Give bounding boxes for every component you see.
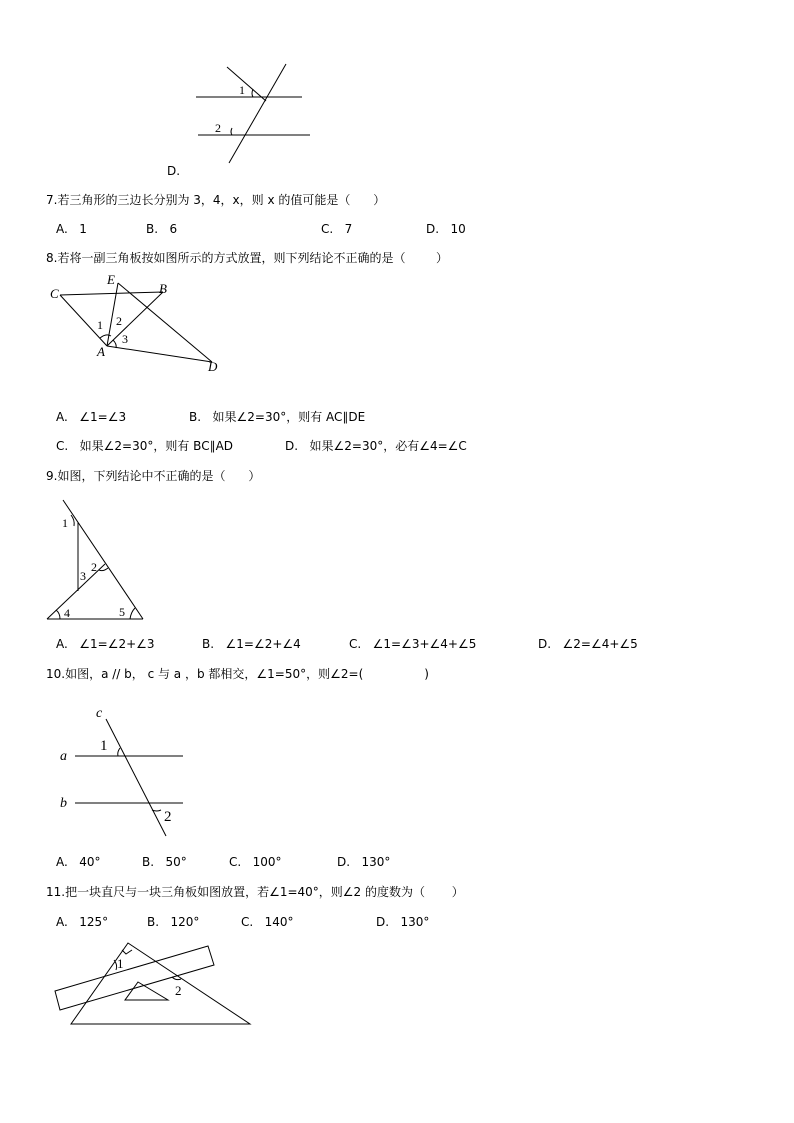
q11-stem: 11.把一块直尺与一块三角板如图放置，若∠1=40°，则∠2 的度数为（ ） (46, 885, 464, 899)
q9-angle-3-label: 3 (80, 569, 86, 583)
q8-option-b[interactable]: B. 如果∠2=30°，则有 AC∥DE (189, 410, 366, 424)
q10-stem: 10.如图，a // b， c 与 a ，b 都相交，∠1=50°，则∠2=( ) (46, 667, 429, 681)
q11-option-a[interactable]: A. 125° (56, 915, 109, 929)
q11-option-c[interactable]: C. 140° (241, 915, 294, 929)
q9-angle-4-label: 4 (64, 606, 70, 620)
q8-label-d: D (208, 359, 218, 374)
q9-option-b[interactable]: B. ∠1=∠2+∠4 (202, 637, 301, 651)
q10-angle-1-label: 1 (100, 738, 108, 754)
q11-angle-1-label: 1 (117, 956, 124, 971)
q8-angle-2-label: 2 (116, 314, 122, 328)
q10-option-b[interactable]: B. 50° (142, 855, 187, 869)
q9-option-a[interactable]: A. ∠1=∠2+∠3 (56, 637, 155, 651)
q8-label-c: C (50, 286, 59, 301)
q10-option-d[interactable]: D. 130° (337, 855, 391, 869)
q9-option-c[interactable]: C. ∠1=∠3+∠4+∠5 (349, 637, 477, 651)
q7-stem: 7.若三角形的三边长分别为 3，4，x，则 x 的值可能是（ ） (46, 193, 386, 207)
q8-angle-1-label: 1 (97, 318, 103, 332)
q8-stem: 8.若将一副三角板按如图所示的方式放置，则下列结论不正确的是（ ） (46, 251, 448, 265)
q6-angle-1-label: 1 (239, 83, 245, 97)
q8-option-c[interactable]: C. 如果∠2=30°，则有 BC∥AD (56, 439, 234, 453)
q11-option-d[interactable]: D. 130° (376, 915, 430, 929)
q9-stem: 9.如图，下列结论中不正确的是（ ） (46, 469, 261, 483)
q8-label-a: A (97, 344, 105, 359)
q10-label-a: a (60, 749, 67, 764)
q9-option-d[interactable]: D. ∠2=∠4+∠5 (538, 637, 638, 651)
q7-option-b[interactable]: B. 6 (146, 222, 178, 236)
q9-angle-5-label: 5 (119, 605, 125, 619)
q7-option-d[interactable]: D. 10 (426, 222, 466, 236)
q8-option-d[interactable]: D. 如果∠2=30°，必有∠4=∠C (285, 439, 467, 453)
q11-right-angle-mark (122, 950, 132, 954)
q8-label-b: B (159, 281, 167, 296)
q10-option-c[interactable]: C. 100° (229, 855, 282, 869)
q10-label-b: b (60, 796, 67, 811)
q10-angle-2-label: 2 (164, 809, 172, 825)
q8-option-a[interactable]: A. ∠1=∠3 (56, 410, 127, 424)
q11-angle-2-label: 2 (175, 983, 182, 998)
q10-option-a[interactable]: A. 40° (56, 855, 101, 869)
q11-option-b[interactable]: B. 120° (147, 915, 200, 929)
q6-angle-2-label: 2 (215, 121, 221, 135)
q7-option-c[interactable]: C. 7 (321, 222, 353, 236)
q9-angle-1-label: 1 (62, 516, 68, 530)
q7-option-a[interactable]: A. 1 (56, 222, 87, 236)
q8-angle-3-label: 3 (122, 332, 128, 346)
q9-angle-2-label: 2 (91, 560, 97, 574)
q10-label-c: c (96, 706, 103, 721)
q6-option-d-label[interactable]: D. (167, 164, 181, 178)
q11-triangle-outer (71, 943, 250, 1024)
q8-label-e: E (107, 272, 115, 287)
